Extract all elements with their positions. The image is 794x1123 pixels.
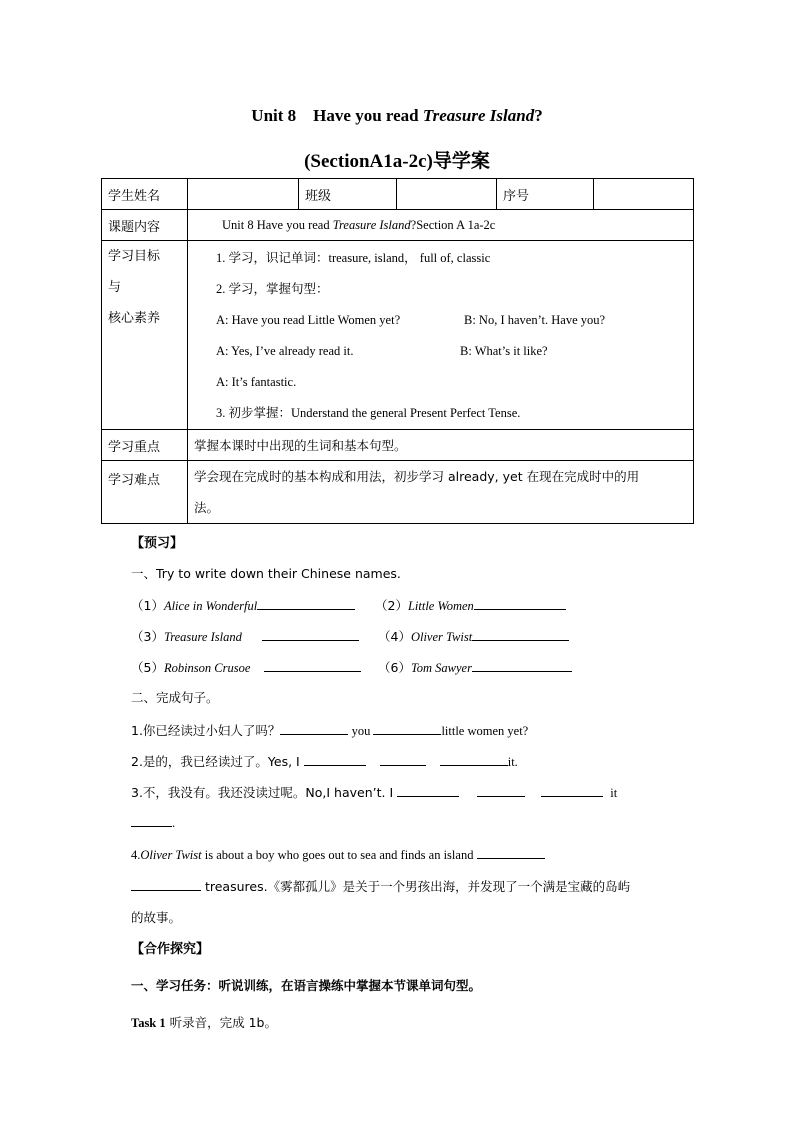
- title-question: Have you read: [313, 106, 419, 125]
- preview-part1-title: 一、Try to write down their Chinese names.: [131, 566, 401, 581]
- name-row: [131, 658, 361, 676]
- item-number: （2）: [375, 598, 408, 613]
- sentence-4-end: 的故事。: [131, 910, 182, 925]
- answer-blank[interactable]: [380, 753, 426, 766]
- subtitle-guide: 导学案: [432, 150, 490, 172]
- book-name: Oliver Twist: [140, 848, 202, 862]
- student-name-label: 学生姓名: [102, 179, 188, 210]
- difficulty-line: 学会现在完成时的基本构成和用法，初步学习 already, yet 在现在完成时中的用: [194, 469, 640, 484]
- sentence-3-continued: [131, 814, 175, 831]
- name-row: [378, 627, 569, 645]
- sentence-4: [131, 846, 545, 863]
- book-name: Alice in Wonderful: [163, 599, 258, 613]
- answer-blank[interactable]: [262, 628, 359, 641]
- sentence-text: 1.你已经读过小妇人了吗？: [131, 723, 281, 738]
- sentence-2: [131, 752, 518, 770]
- sentence-text: you: [348, 724, 374, 738]
- name-row: [131, 627, 359, 645]
- sentence-text: 4.: [131, 848, 141, 862]
- goal-text: B: No, I haven’t. Have you?: [464, 313, 606, 327]
- goal-text: 1. 学习，识记单词：treasure, island， full of, classic: [216, 251, 491, 265]
- goal-text: A: It’s fantastic.: [216, 375, 297, 389]
- sentence-3: [131, 783, 617, 801]
- goal-sentences: [188, 274, 693, 305]
- task-title: 一、学习任务：听说训练，在语言操练中掌握本节课单词句型。: [131, 978, 482, 993]
- goal-dialog: [188, 336, 693, 367]
- seat-label: 序号: [497, 179, 594, 210]
- goal-words: [188, 243, 693, 274]
- sentence-4-continued: [131, 877, 630, 895]
- answer-blank[interactable]: [477, 846, 545, 859]
- name-row: [375, 596, 566, 614]
- answer-blank[interactable]: [304, 753, 366, 766]
- sentence-text: 3.不，我没有。我还没读过呢。No,I haven’t. I: [131, 785, 398, 800]
- goal-text: 3. 初步掌握：Understand the general Present Perfect Tense.: [216, 406, 521, 420]
- answer-blank[interactable]: [440, 753, 508, 766]
- book-name: Little Women: [407, 599, 474, 613]
- goal-dialog: [188, 367, 693, 398]
- goal-tense: [188, 398, 693, 429]
- answer-blank[interactable]: [472, 659, 572, 672]
- answer-blank[interactable]: [373, 722, 441, 735]
- answer-blank[interactable]: [131, 814, 172, 827]
- answer-blank[interactable]: [477, 784, 525, 797]
- goals-label-line: 与: [108, 280, 122, 295]
- key-label: 学习重点: [102, 430, 188, 461]
- table-row: [102, 179, 694, 210]
- class-field[interactable]: [397, 179, 497, 210]
- cooperate-heading: 【合作探究】: [131, 942, 210, 957]
- name-row: [131, 596, 355, 614]
- goal-dialog: [188, 305, 693, 336]
- topic-section: ?Section A 1a-2c: [410, 217, 496, 232]
- answer-blank[interactable]: [397, 784, 459, 797]
- page-title: [0, 106, 794, 126]
- sentence-text: 2.是的，我已经读过了。Yes, I: [131, 754, 304, 769]
- table-row: [102, 241, 694, 430]
- goal-text: 2. 学习，掌握句型：: [216, 282, 329, 296]
- seat-field[interactable]: [594, 179, 694, 210]
- item-number: （1）: [131, 598, 164, 613]
- sentence-text: it.: [507, 755, 518, 769]
- sentence-1: [131, 721, 528, 739]
- name-row: [378, 658, 572, 676]
- table-row: [102, 210, 694, 241]
- book-name: Robinson Crusoe: [163, 661, 251, 675]
- task-1: [131, 1013, 277, 1031]
- sentence-text: .: [172, 816, 176, 830]
- info-table: [101, 178, 694, 524]
- answer-blank[interactable]: [474, 597, 566, 610]
- book-name: Tom Sawyer: [410, 661, 472, 675]
- answer-blank[interactable]: [472, 628, 569, 641]
- answer-blank[interactable]: [131, 878, 201, 891]
- title-book: Treasure Island: [422, 106, 535, 125]
- goal-text: B: What’s it like?: [460, 344, 548, 358]
- class-label: 班级: [299, 179, 397, 210]
- table-row: [102, 430, 694, 461]
- sentence-text: it: [607, 786, 618, 800]
- goals-content: [188, 241, 694, 430]
- item-number: （4）: [378, 629, 411, 644]
- goals-label-line: 学习目标: [108, 249, 161, 264]
- task-1-text: 听录音，完成 1b。: [165, 1015, 277, 1030]
- preview-part2-title: 二、完成句子。: [131, 690, 219, 705]
- goals-label: [102, 241, 188, 430]
- difficulty-label: 学习难点: [102, 461, 188, 524]
- topic-unit: Unit 8 Have you read: [222, 217, 333, 232]
- item-number: （3）: [131, 629, 164, 644]
- answer-blank[interactable]: [541, 784, 603, 797]
- sentence-text: treasures.《雾都孤儿》是关于一个男孩出海，并发现了一个满是宝藏的岛屿: [201, 879, 631, 894]
- answer-blank[interactable]: [280, 722, 348, 735]
- student-name-field[interactable]: [188, 179, 299, 210]
- topic-content: [188, 210, 694, 241]
- goal-text: A: Yes, I’ve already read it.: [216, 344, 354, 358]
- difficulty-text: [188, 461, 694, 524]
- title-unit: Unit 8: [251, 106, 297, 125]
- subtitle-section: (SectionA1a-2c): [304, 151, 433, 172]
- task-1-label: Task 1: [131, 1016, 166, 1030]
- item-number: （5）: [131, 660, 164, 675]
- key-text: 掌握本课时中出现的生词和基本句型。: [188, 430, 694, 461]
- item-number: （6）: [378, 660, 411, 675]
- topic-book: Treasure Island: [332, 217, 411, 232]
- preview-heading: 【预习】: [131, 536, 184, 551]
- page-subtitle: [0, 146, 794, 173]
- table-row: [102, 461, 694, 524]
- book-name: Oliver Twist: [410, 630, 473, 644]
- answer-blank[interactable]: [264, 659, 361, 672]
- title-question-mark: ?: [534, 106, 543, 125]
- sentence-text: little women yet?: [441, 724, 529, 738]
- difficulty-line: 法。: [194, 500, 220, 515]
- topic-label: 课题内容: [102, 210, 188, 241]
- goal-text: A: Have you read Little Women yet?: [216, 313, 401, 327]
- sentence-text: is about a boy who goes out to sea and finds an island: [201, 848, 477, 862]
- answer-blank[interactable]: [257, 597, 355, 610]
- book-name: Treasure Island: [163, 630, 242, 644]
- goals-label-line: 核心素养: [108, 311, 161, 326]
